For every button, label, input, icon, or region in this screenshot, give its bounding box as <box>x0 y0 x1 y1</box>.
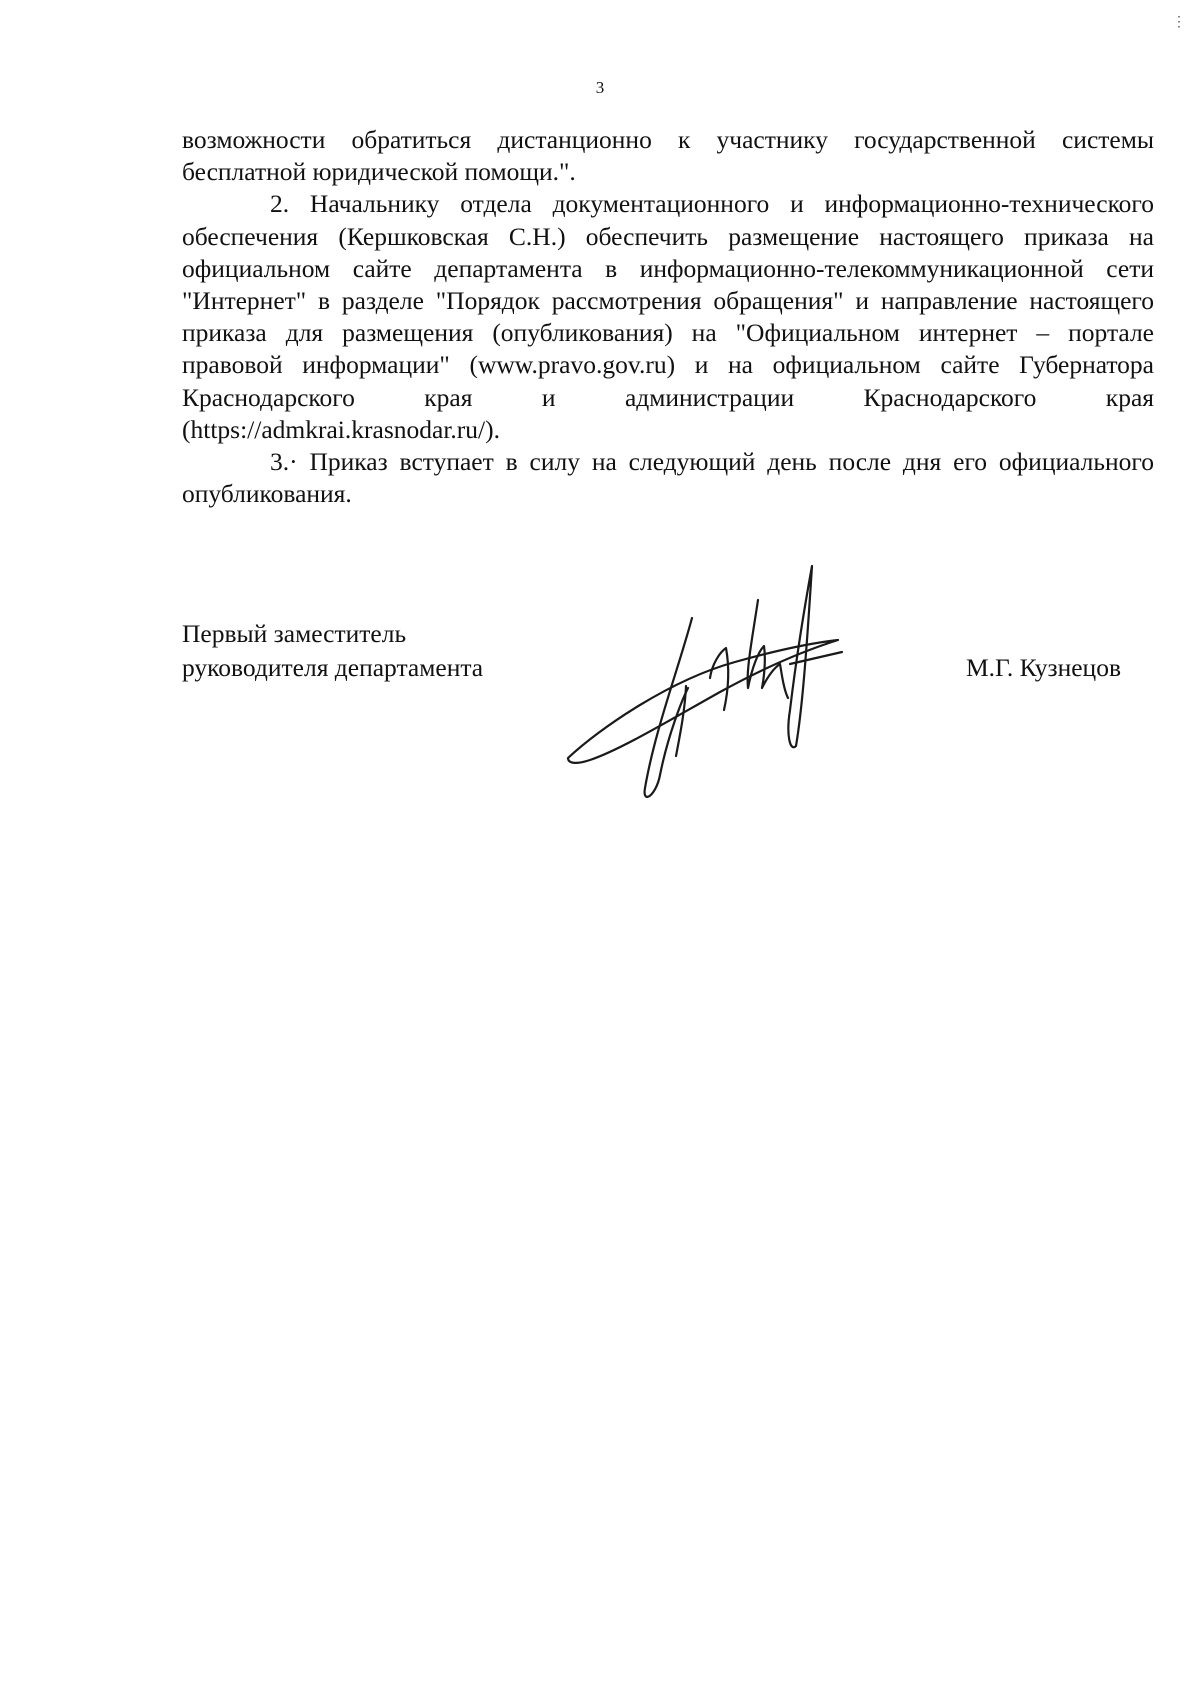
signatory-position <box>182 617 483 685</box>
paragraph-continuation: возможности обратиться дистанционно к участнику государственной системы бесплатной юридической помощи.". <box>182 125 1154 187</box>
handwritten-signature <box>560 560 890 800</box>
paragraph-item-3: 3.· Приказ вступает в силу на следующий день после дня его официального опубликования. <box>182 447 1154 509</box>
scan-edge-mark: ⋮ <box>1172 15 1186 30</box>
signatory-position-line-2: руководителя департамента <box>182 653 484 682</box>
paragraph-item-2: 2. Начальнику отдела документационного и информационно-технического обеспечения (Кершковская С.Н.) обеспечить размещение настоящего приказа на официальном сайте департамента в информационно-телекоммуникационной сети "Интернет" в разделе "Порядок рассмотрения обращения" и направление настоящего приказа для размещения (опубликования) на "Официальном интернет – портале правовой информации" (www.pravo.gov.ru) и на официальном сайте Губернатора Краснодарского края и администрации Краснодарского края (https://admkrai.krasnodar.ru/). <box>182 189 1154 444</box>
document-body <box>182 124 1154 510</box>
signatory-name: М.Г. Кузнецов <box>966 653 1121 682</box>
signatory-position-line-1: Первый заместитель <box>182 619 407 648</box>
page-number: 3 <box>595 78 605 97</box>
